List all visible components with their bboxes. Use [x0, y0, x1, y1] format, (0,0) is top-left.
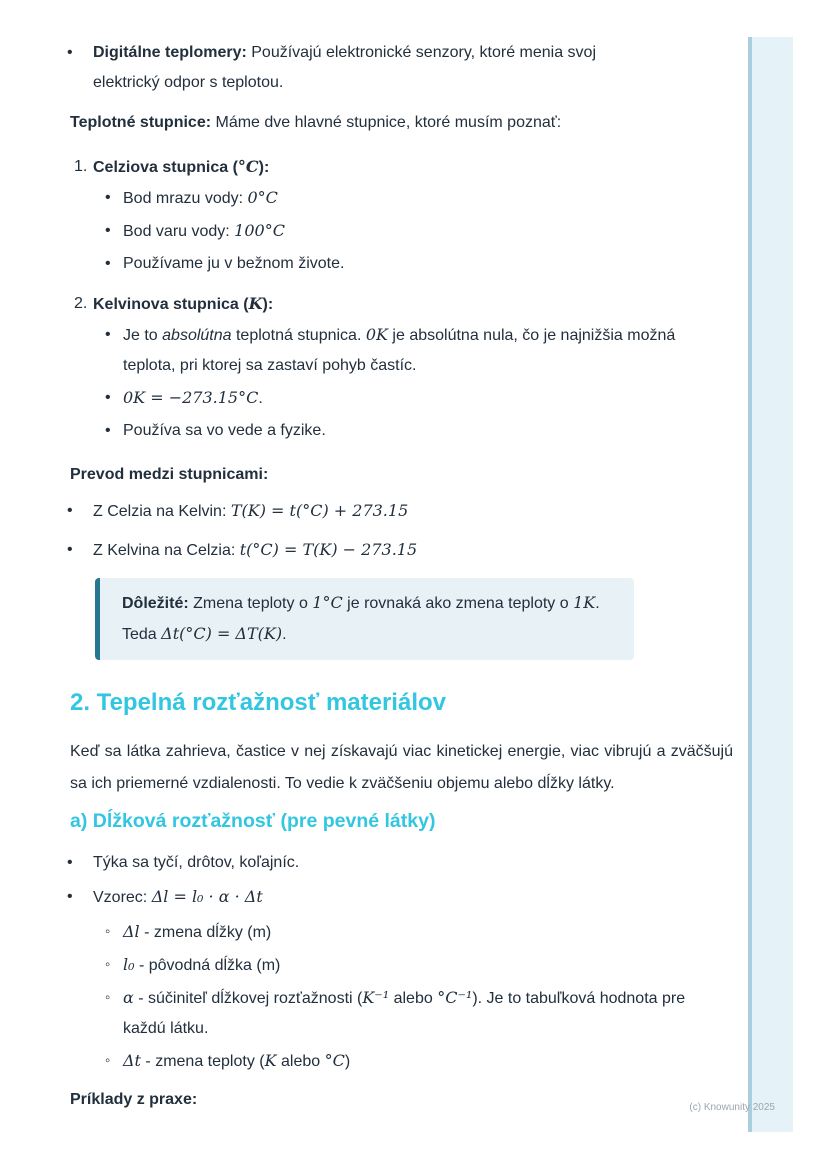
absolute-scale-text-2: teplotná stupnica.	[231, 327, 366, 344]
list-item-l0	[123, 950, 733, 981]
celsius-to-kelvin-text: Z Celzia na Kelvin:	[93, 503, 231, 520]
kelvin-properties-list	[70, 320, 733, 446]
examples-heading-label: Príklady z praxe:	[70, 1091, 198, 1108]
celsius-unit: °C	[324, 1051, 345, 1070]
list-item-boiling-point	[123, 216, 733, 247]
absolute-scale-text-3: je absolútna nula, čo je najnižšia možná teplota, pri ktorej sa zastaví pohyb častíc.	[123, 327, 676, 374]
celsius-to-kelvin-formula: T(K) = t(°C) + 273.15	[230, 501, 409, 520]
term-temperature-scales: Teplotné stupnice:	[70, 114, 212, 131]
delta-l-description: - zmena dĺžky (m)	[139, 924, 272, 941]
delta-t-description-1: - zmena teploty (	[140, 1053, 265, 1070]
alpha-description-1: - súčiniteľ dĺžkovej rozťažnosti (	[133, 990, 363, 1007]
conversion-heading-label: Prevod medzi stupnicami:	[70, 466, 269, 483]
absolute-scale-text-1: Je to	[123, 327, 163, 344]
list-number: 2.	[74, 295, 88, 312]
paragraph-thermal-expansion: Keď sa látka zahrieva, častice v nej získavajú viac kinetickej energie, viac vibrujú a zväčšujú sa ich priemerné vzdialenosti. To vedie k zväčšeniu objemu alebo dĺžky látky.	[70, 743, 733, 792]
list-item-applies-to	[93, 848, 733, 878]
per-celsius-unit: °C⁻¹	[437, 988, 473, 1007]
callout-important	[95, 578, 634, 660]
celsius-unit-math: °C	[237, 157, 259, 176]
linear-expansion-list	[70, 848, 733, 1077]
subsection-heading-linear-expansion: a) Dĺžková rozťažnosť (pre pevné látky)	[70, 810, 436, 832]
one-kelvin-math: 1K	[573, 593, 596, 612]
alpha-description-2: alebo	[389, 990, 438, 1007]
list-item-absolute-zero-value	[123, 383, 733, 414]
boiling-point-text: Bod varu vody:	[123, 223, 235, 240]
l0-symbol: l₀	[123, 955, 135, 974]
paragraph-examples-heading	[70, 1085, 733, 1115]
callout-text-1: Zmena teploty o	[188, 595, 313, 612]
per-kelvin-unit: K⁻¹	[362, 988, 390, 1007]
kelvin-scale-heading	[70, 289, 733, 320]
list-number: 1.	[74, 158, 88, 175]
copyright-footer: (c) Knowunity 2025	[689, 1102, 775, 1113]
list-item-kelvin-scale	[70, 289, 733, 446]
delta-t-description-2: alebo	[276, 1053, 325, 1070]
one-celsius-math: 1°C	[312, 593, 343, 612]
paragraph-temperature-scales	[70, 108, 733, 138]
scales-ordered-list	[70, 152, 733, 446]
thermometer-types-list	[70, 38, 733, 98]
absolute-zero-period: .	[258, 390, 263, 407]
boiling-point-value: 100°C	[234, 221, 285, 240]
l0-description: - pôvodná dĺžka (m)	[134, 957, 281, 974]
list-item-formula	[93, 882, 733, 1077]
list-item-freezing-point	[123, 183, 733, 214]
alpha-description-3: ). Je to tabuľková hodnota pre každú látku.	[123, 990, 686, 1037]
list-item-celsius-scale	[70, 152, 733, 279]
important-label: Dôležité:	[122, 595, 189, 612]
freezing-point-value: 0°C	[247, 188, 278, 207]
list-item-absolute-scale	[123, 320, 708, 381]
delta-t-description-3: )	[344, 1053, 351, 1070]
kelvin-unit-math: K	[248, 294, 263, 313]
list-item-delta-t	[123, 1046, 733, 1077]
delta-equation-math: Δt(°C) = ΔT(K)	[161, 624, 283, 643]
section-heading-thermal-expansion: 2. Tepelná rozťažnosť materiálov	[70, 689, 446, 716]
delta-l-symbol: Δl	[123, 922, 140, 941]
list-item-everyday-use	[123, 249, 733, 279]
list-item-digital-thermometers	[93, 38, 658, 98]
applies-to-text: Týka sa tyčí, drôtov, koľajníc.	[93, 854, 300, 871]
linear-expansion-formula: Δl = l₀ · α · Δt	[151, 887, 263, 906]
kelvin-scale-label: Kelvinova stupnica (	[93, 296, 249, 313]
formula-label: Vzorec:	[93, 889, 152, 906]
callout-text-2: je rovnaká ako zmena teploty o	[342, 595, 574, 612]
document-content	[70, 0, 733, 1115]
temperature-scales-text: Máme dve hlavné stupnice, ktoré musím poznať:	[211, 114, 562, 131]
digital-thermometers-text: Používajú elektronické senzory, ktoré menia svoj elektrický odpor s teplotou.	[93, 44, 597, 91]
science-use-text: Používa sa vo vede a fyzike.	[123, 422, 326, 439]
everyday-use-text: Používame ju v bežnom živote.	[123, 255, 345, 272]
zero-kelvin-math: 0K	[365, 325, 388, 344]
term-digital-thermometers: Digitálne teplomery:	[93, 44, 247, 61]
list-item-celsius-to-kelvin	[93, 496, 733, 527]
list-item-alpha	[123, 983, 698, 1044]
formula-variables-list	[93, 917, 733, 1077]
list-item-science-use	[123, 416, 733, 446]
callout-text	[122, 588, 614, 650]
absolute-zero-equation: 0K = −273.15°C	[123, 388, 259, 407]
conversion-list	[70, 496, 733, 566]
freezing-point-text: Bod mrazu vody:	[123, 190, 248, 207]
absolute-emphasis: absolútna	[162, 327, 232, 344]
kelvin-to-celsius-formula: t(°C) = T(K) − 273.15	[239, 540, 418, 559]
celsius-properties-list	[70, 183, 733, 279]
callout-text-3: . Teda	[122, 595, 600, 643]
celsius-scale-label-end: ):	[258, 159, 270, 176]
kelvin-scale-label-end: ):	[262, 296, 274, 313]
celsius-scale-heading	[70, 152, 733, 183]
list-item-delta-l	[123, 917, 733, 948]
celsius-scale-label: Celziova stupnica (	[93, 159, 238, 176]
callout-text-4: .	[282, 626, 287, 643]
right-accent-bar	[748, 37, 793, 1132]
kelvin-to-celsius-text: Z Kelvina na Celzia:	[93, 542, 240, 559]
list-item-kelvin-to-celsius	[93, 535, 733, 566]
alpha-symbol: α	[123, 988, 134, 1007]
paragraph-conversion-heading	[70, 460, 733, 490]
delta-t-symbol: Δt	[123, 1051, 141, 1070]
kelvin-unit: K	[264, 1051, 277, 1070]
